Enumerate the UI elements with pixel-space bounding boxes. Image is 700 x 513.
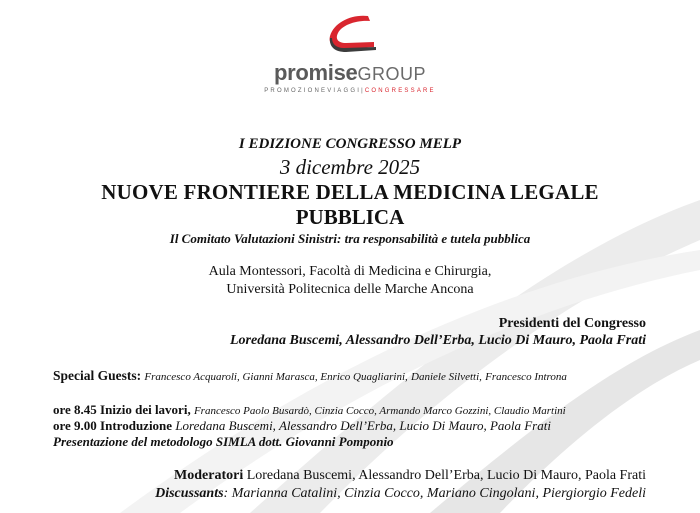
event-title-line-1: NUOVE FRONTIERE DELLA MEDICINA LEGALE	[101, 180, 599, 204]
brand-tagline: PROMOZIONEVIAGGI|CONGRESSARE	[264, 88, 436, 94]
edition-heading: I EDIZIONE CONGRESSO MELP	[238, 136, 462, 152]
discussants-label: Discussants	[155, 486, 224, 501]
special-guests	[53, 368, 567, 384]
moderators-label: Moderatori	[174, 468, 244, 483]
venue-line-2: Università Politecnica delle Marche Ancona	[226, 282, 474, 297]
program-people: Loredana Buscemi, Alessandro Dell’Erba, Lucio Di Mauro, Paola Frati	[175, 418, 551, 433]
special-guests-names-c: Francesco Introna	[485, 371, 567, 383]
event-title-line-2: PUBBLICA	[295, 205, 405, 229]
discussants	[155, 486, 646, 502]
venue-line-1: Aula Montessori, Facoltà di Medicina e Chirurgia,	[208, 264, 492, 279]
program-time: ore 9.00 Introduzione	[53, 418, 173, 433]
special-guests-label: Special Guests:	[53, 368, 142, 383]
program-people: Francesco Paolo Busardò, Cinzia Cocco, Armando Marco Gozzini, Claudio Martini	[193, 405, 566, 417]
program-item	[53, 418, 551, 434]
program-item: Presentazione del metodologo SIMLA dott. Giovanni Pomponio	[53, 434, 394, 449]
event-date: 3 dicembre 2025	[279, 155, 421, 179]
program-item	[53, 402, 566, 418]
special-guests-names: Francesco Acquaroli, Gianni Marasca, Enrico Quagliarini,	[144, 371, 408, 383]
brand-name: promiseGROUP	[274, 60, 426, 85]
moderators	[174, 468, 646, 484]
presidents-label: Presidenti del Congresso	[498, 316, 646, 331]
promise-logo-icon	[326, 12, 378, 54]
event-subtitle: Il Comitato Valutazioni Sinistri: tra responsabilità e tutela pubblica	[169, 231, 531, 246]
moderators-names: Loredana Buscemi, Alessandro Dell’Erba, Lucio Di Mauro, Paola Frati	[246, 468, 646, 483]
program-time: ore 8.45 Inizio dei lavori,	[53, 402, 191, 417]
presidents-names: Loredana Buscemi, Alessandro Dell’Erba, Lucio Di Mauro, Paola Frati	[229, 333, 646, 348]
discussants-names: : Marianna Catalini, Cinzia Cocco, Mariano Cingolani, Piergiorgio Fedeli	[223, 486, 646, 501]
special-guests-names-b: Daniele Silvetti,	[411, 371, 482, 383]
